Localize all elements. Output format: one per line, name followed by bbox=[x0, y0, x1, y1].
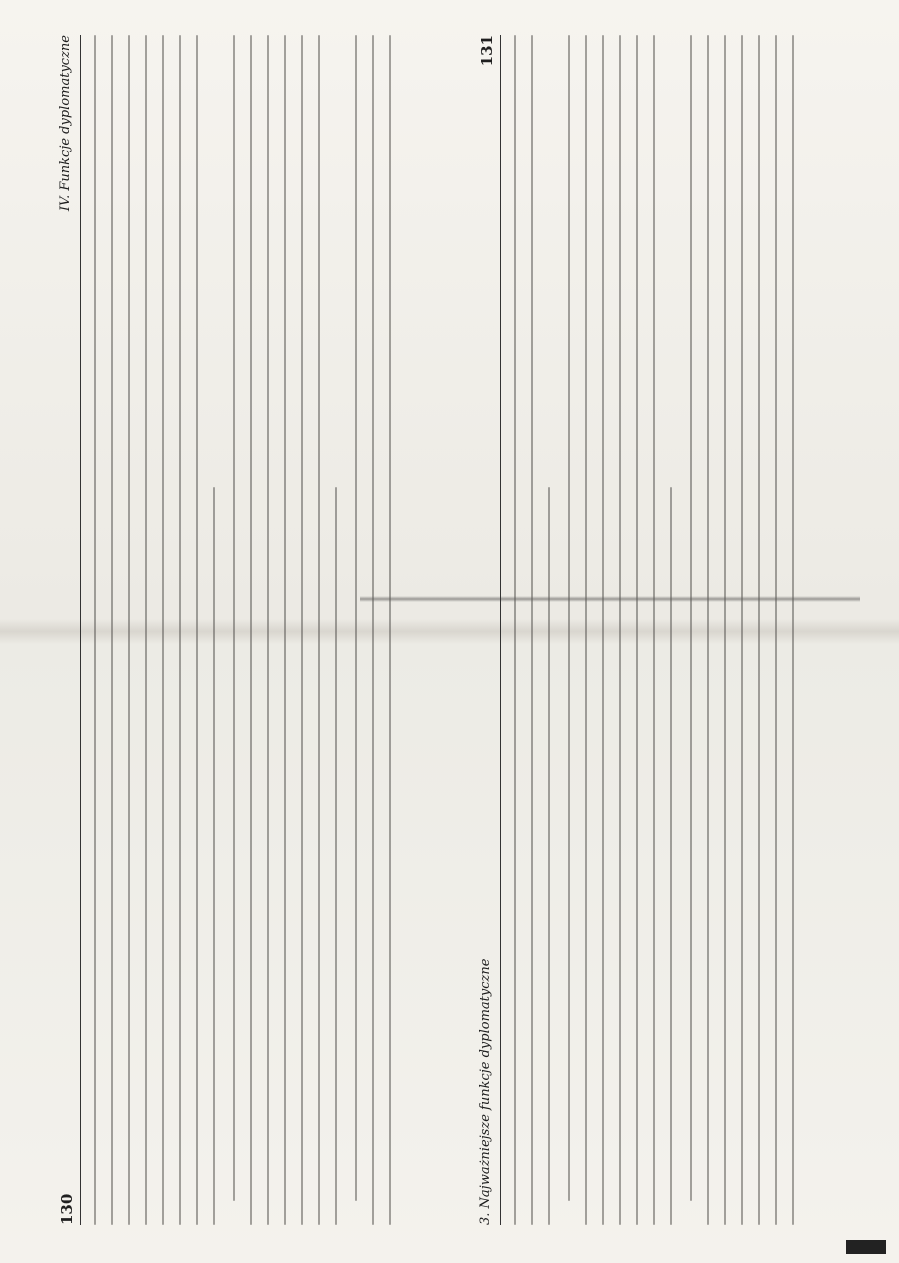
right-body-text bbox=[514, 35, 870, 1225]
left-page-number: 130 bbox=[58, 1193, 76, 1225]
left-body-text bbox=[94, 35, 450, 1225]
right-page bbox=[470, 5, 880, 1255]
left-running-head bbox=[58, 35, 76, 1225]
page-corner-mark bbox=[846, 1240, 886, 1254]
right-page-number: 131 bbox=[478, 35, 496, 67]
right-header-rule bbox=[500, 35, 501, 1225]
right-running-head bbox=[478, 35, 496, 1225]
left-running-title: IV. Funkcje dyplomatyczne bbox=[58, 35, 73, 212]
right-running-title: 3. Najważniejsze funkcje dyplomatyczne bbox=[478, 958, 493, 1225]
left-page bbox=[50, 5, 460, 1255]
left-header-rule bbox=[80, 35, 81, 1225]
